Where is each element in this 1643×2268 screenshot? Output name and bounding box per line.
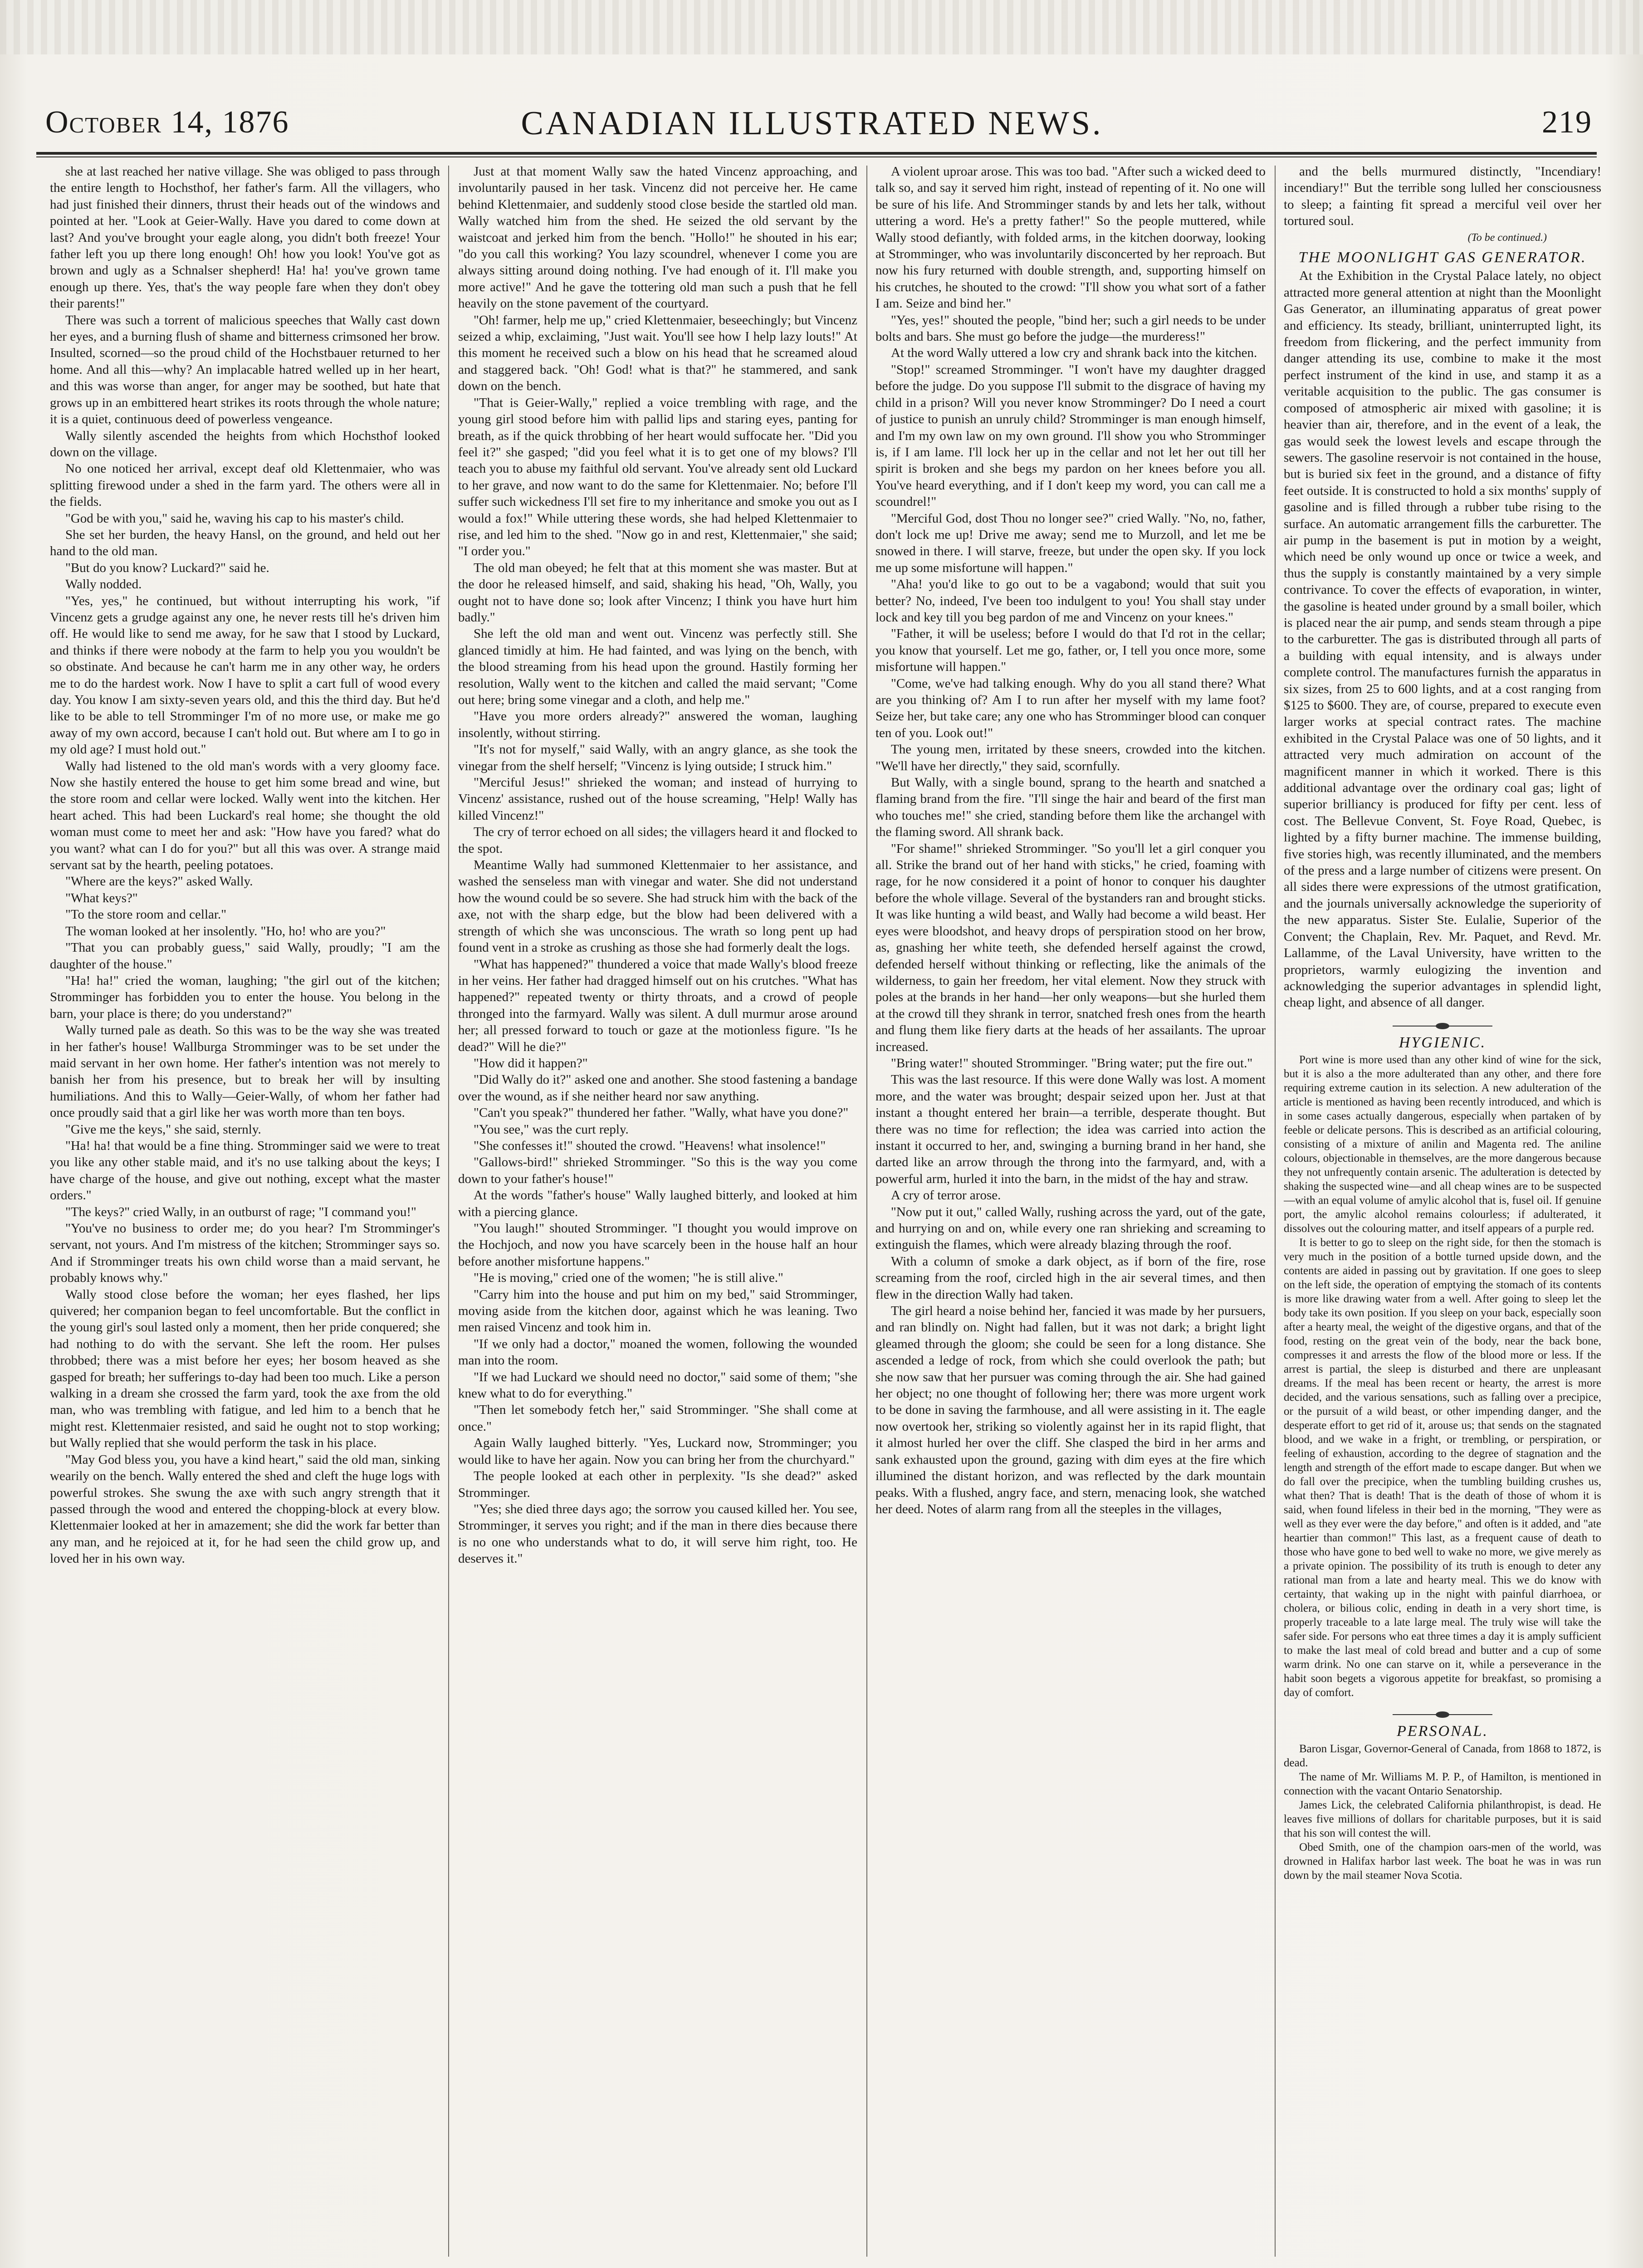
story-paragraph: "Give me the keys," she said, sternly. <box>65 1122 261 1137</box>
section-ornament <box>1393 1711 1492 1718</box>
torn-top-edge <box>0 0 1643 54</box>
story-paragraph: The girl heard a noise behind her, fancied it was made by her pursuers, and ran blindly on. Night had fallen, but it was not dark; a bright light gleamed through the gloom; she could be seen for a long distance. She ascended a ledge of rock, from which she could overlook the path; but she now saw that her pursuer was coming through the air. She had gained her object; no one thought of following her; there was more urgent work to be done in saving the farmhouse, and all were assisting in it. The eagle now overtook her, striking so violently against her in its rapid flight, that it almost hurled her over the cliff. She clasped the bird in her arms and sank exhausted upon the ground, gazing with dim eyes at the fire which illumined the distant horizon, and was reflected by the dark mountain peaks. With a flushed, angry face, and stern, menacing look, she watched her deed. Notes of alarm rang from all the steeples in the villages, <box>875 1304 1266 1516</box>
story-paragraph: Wally had listened to the old man's words with a very gloomy face. Now she hastily entered the house to get him some bread and wine, but the store room and cellar were locked. Wally went into the kitchen. Her heart ached. This had been Luckard's real home; she thought the old woman must come to meet her and ask: "How have you fared? what do you want? what can I do for you?" but all this was over. A strange maid servant sat by the hearth, peeling potatoes. <box>50 758 440 873</box>
story-paragraph: She left the old man and went out. Vincenz was perfectly still. She glanced timidly at him. He had fainted, and was lying on the bench, with the blood streaming from his head upon the ground. Hastily forming her resolution, Wally went to the kitchen and called the maid servant; "Come out here; bring some vinegar and a cloth, and help me." <box>458 626 857 707</box>
story-paragraph: "You see," was the curt reply. <box>474 1122 629 1137</box>
story-paragraph: "Now put it out," called Wally, rushing across the yard, out of the gate, and hurrying on and on, while every one ran shrieking and screaming to extinguish the flames, which were already blazing through the roof. <box>875 1204 1266 1252</box>
story-paragraph: "If we only had a doctor," moaned the women, following the wounded man into the room. <box>458 1336 857 1368</box>
column-divider <box>1275 166 1276 2257</box>
story-paragraph: "Merciful Jesus!" shrieked the woman; and instead of hurrying to Vincenz' assistance, rushed out of the house screaming, "Help! Wally has killed Vincenz!" <box>458 775 857 823</box>
hygienic-paragraph: It is better to go to sleep on the right side, for then the stomach is very much in the position of a bottle turned upside down, and the contents are aided in passing out by gravitation. If one goes to sleep on the left side, the operation of emptying the stomach of its contents is more like drawing water from a well. After going to sleep let the body take its own position. If you sleep on your back, especially soon after a hearty meal, the weight of the digestive organs, and that of the food, resting on the great vein of the body, near the back bone, compresses it and arrests the flow of the blood more or less. If the arrest is partial, the sleep is disturbed and there are unpleasant dreams. If the meal has been recent or hearty, the arrest is more decided, and the various sensations, such as falling over a precipice, or the pursuit of a wild beast, or other impending danger, and the desperate effort to get rid of it, arouse us; that sends on the stagnated blood, and we wake in a fright, or trembling, or perspiration, or feeling of exhaustion, according to the degree of stagnation and the length and strength of the effort made to escape danger. But when we do fall over the precipice, when the tumbling building crushes us, what then? That is death! That is the death of those of whom it is said, when found lifeless in their bed in the morning, "They were as well as they ever were the day before," and often is it added, and "ate heartier than common!" This last, as a frequent cause of death to those who have gone to bed well to wake no more, we give merely as a private opinion. The possibility of its truth is enough to deter any rational man from a late and hearty meal. This we do know with certainty, that waking up in the night with painful diarrhoea, or cholera, or bilious colic, ending in death in a very short time, is properly traceable to a late large meal. The truly wise will take the safer side. For persons who eat three times a day it is amply sufficient to make the last meal of cold bread and butter and a cup of some warm drink. No one can starve on it, while a perseverance in the habit soon begets a vigorous appetite for breakfast, so promising a day of comfort. <box>1284 1237 1601 1699</box>
story-paragraph: She set her burden, the heavy Hansl, on the ground, and held out her hand to the old man. <box>50 527 440 559</box>
story-paragraph: Wally silently ascended the heights from which Hochsthof looked down on the village. <box>50 428 440 459</box>
story-paragraph: The young men, irritated by these sneers, crowded into the kitchen. "We'll have her directly," they said, scornfully. <box>875 742 1266 773</box>
story-paragraph: But Wally, with a single bound, sprang to the hearth and snatched a flaming brand from the fire. "I'll singe the hair and beard of the first man who touches me!" she cried, standing before them like the archangel with the flaming sword. All shrank back. <box>875 775 1266 840</box>
story-paragraph: "He is moving," cried one of the women; "he is still alive." <box>474 1271 783 1286</box>
story-paragraph: "Can't you speak?" thundered her father. "Wally, what have you done?" <box>474 1105 849 1120</box>
personal-heading: PERSONAL. <box>1397 1723 1488 1740</box>
story-paragraph: "Yes, yes!" shouted the people, "bind her; such a girl needs to be under bolts and bars. She must go before the judge—the murderess!" <box>875 313 1266 344</box>
personal-item: Baron Lisgar, Governor-General of Canada, from 1868 to 1872, is dead. <box>1284 1742 1601 1769</box>
newspaper-title: CANADIAN ILLUSTRATED NEWS. <box>521 105 1103 142</box>
story-paragraph: "Stop!" screamed Stromminger. "I won't have my daughter dragged before the judge. Do you suppose I'll submit to the disgrace of having my child in a prison? Will you never know Stromminger? Do I need a court of justice to punish an unruly child? Stromminger is man enough himself, and I'm my own law on my own ground. I'll show you who Stromminger is, if I am lame. I'll lock her up in the cellar and not let her out till her spirit is broken and she begs my pardon on her knees before you all. You've heard everything, and if I don't keep my word, you can call me a scoundrel!" <box>875 362 1266 509</box>
story-paragraph: "Yes, yes," he continued, but without interrupting his work, "if Vincenz gets a grudge against any one, he never rests till he's driven him off. He would like to send me away, for he saw that I stood by Luckard, and thinks if there were nobody at the farm to help you you wouldn't be so obstinate. And because he can't harm me in any other way, he orders me to do the hardest work. Now I have to split a cart full of wood every day. You know I am sixty-seven years old, and this the third day. But he'd like to be able to tell Stromminger I'm of no more use, or make me go away of my own accord, because I can't hold out. But where am I to go in my old age? I must hold out." <box>50 593 440 757</box>
story-paragraph: The people looked at each other in perplexity. "Is she dead?" asked Stromminger. <box>458 1469 857 1500</box>
hygienic-heading: HYGIENIC. <box>1399 1034 1487 1051</box>
story-paragraph: "If we had Luckard we should need no doctor," said some of them; "she knew what to do for everything." <box>458 1369 857 1401</box>
personal-article <box>1284 1742 1601 1882</box>
story-paragraph: "Then let somebody fetch her," said Stromminger. "She shall come at once." <box>458 1403 857 1434</box>
story-paragraph: "Ha! ha! that would be a fine thing. Stromminger said we were to treat you like any other stable maid, and it's no use talking about the keys; I have charge of the house, and give out nothing, except what the master orders." <box>50 1138 440 1203</box>
story-paragraph: "Aha! you'd like to go out to be a vagabond; would that suit you better? No, indeed, I've been too indulgent to you! You shall stay under lock and key till you beg pardon of me and Vincenz on your knees." <box>875 577 1266 625</box>
story-paragraph: "How did it happen?" <box>474 1056 588 1070</box>
column-1 <box>50 163 440 2259</box>
story-paragraph: No one noticed her arrival, except deaf old Klettenmaier, who was splitting firewood under a shed in the farm yard. The others were all in the fields. <box>50 461 440 509</box>
story-paragraph: "Come, we've had talking enough. Why do you all stand there? What are you thinking of? Am I to run after her myself with my lame foot? Seize her, but take care; any one who has Stromminger blood can conquer ten of you. Look out!" <box>875 676 1266 740</box>
issue-date: October 14, 1876 <box>45 105 289 140</box>
story-paragraph: "But do you know? Luckard?" said he. <box>65 560 269 575</box>
story-paragraph: "It's not for myself," said Wally, with an angry glance, as she took the vinegar from the shelf herself; "Vincenz is lying outside; I struck him." <box>458 742 857 773</box>
story-paragraph: "She confesses it!" shouted the crowd. "Heavens! what insolence!" <box>474 1138 826 1153</box>
story-paragraph: "That you can probably guess," said Wally, proudly; "I am the daughter of the house." <box>50 940 440 972</box>
story-paragraph: "What keys?" <box>65 890 138 905</box>
story-paragraph: Meantime Wally had summoned Klettenmaier to her assistance, and washed the senseless man with vinegar and water. She did not understand how the wound could be so severe. She had struck him with the back of the axe, not with the sharp edge, but the blow had been delivered with a strength of which she was unconscious. The wrath so long pent up had found vent in a stroke as crushing as those she had formerly dealt the logs. <box>458 858 857 955</box>
story-ending: and the bells murmured distinctly, "Incendiary! incendiary!" But the terrible song lulled her consciousness to sleep; a fainting fit spread a merciful veil over her tortured soul. <box>1284 164 1601 229</box>
moonlight-gas-heading: THE MOONLIGHT GAS GENERATOR. <box>1298 249 1587 266</box>
header-rule <box>36 152 1597 155</box>
personal-item: The name of Mr. Williams M. P. P., of Hamilton, is mentioned in connection with the vacant Ontario Senatorship. <box>1284 1770 1601 1797</box>
story-paragraph: "What has happened?" thundered a voice that made Wally's blood freeze in her veins. Her father had dragged himself out on his crutches. "What has happened?" repeated twenty or thirty throats, and a crowd of people thronged into the farmyard. Wally was silent. A dull murmur arose around her; all pressed forward to touch or gaze at the motionless figure. "Is he dead?" Will he die?" <box>458 957 857 1054</box>
hygienic-paragraph: Port wine is more used than any other kind of wine for the sick, but it is also a the more adulterated than any other, and there fore requiring extreme caution in its selection. A new adulteration of the article is mentioned as having been recently introduced, and which is in some cases actually dangerous, especially when partaken of by feeble or delicate persons. This is described as an artificial colouring, consisting of a mixture of anilin and Magenta red. The aniline colours, objectionable in themselves, are the more dangerous because they not unfrequently contain arsenic. The adulteration is detected by shaking the suspected wine—and all cheap wines are to be suspected—with an equal volume of amylic alcohol that is, fusel oil. If genuine port, the amylic alcohol remains colourless; if adulterated, it dissolves out the colouring matter, and itself appears of a purple red. <box>1284 1054 1601 1235</box>
story-paragraph: "That is Geier-Wally," replied a voice trembling with rage, and the young girl stood before him with pallid lips and staring eyes, panting for breath, as if the quick throbbing of her heart would suffocate her. "Did you feel it?" she gasped; "did you feel what it is to get one of my blows? I'll teach you to abuse my faithful old servant. You've already sent old Luckard to her grave, and now want to do the same for Klettenmaier. No; before I'll suffer such wickedness I'll set fire to my inheritance and smoke you out as I would a fox!" While uttering these words, she had helped Klettenmaier to rise, and led him to the shed. "Now go in and rest, Klettenmaier," she said; "I order you." <box>458 395 857 559</box>
moonlight-gas-article: At the Exhibition in the Crystal Palace lately, no object attracted more general attention at night than the Moonlight Gas Generator, an illuminating apparatus of great power and efficiency. Its steady, brilliant, uninterrupted light, its freedom from flickering, and the perfect immunity from danger attending its use, combine to make it the most perfect instrument of the kind in use, and stamp it as a veritable acquisition to the public. The gas consumer is composed of atmospheric air mixed with gasoline; it is heavier than air, therefore, and in the event of a leak, the gas would seek the lowest levels and escape through the sewers. The gasoline reservoir is not contained in the house, but is buried six feet in the ground, and a distance of fifty feet outside. It is constructed to hold a six months' supply of gasoline and is filled through a rubber tube rising to the surface. An automatic arrangement fills the carburetter. The air pump in the basement is put in motion by a weight, which need be only wound up once or twice a week, and thus the supply is constantly maintained by a very simple contrivance. To cover the effects of evaporation, in winter, the gasoline is heated under ground by a small boiler, which is placed near the air pump, and sends steam through a pipe to the carburetter. The gas is distributed through all parts of a building with equal intensity, and is always under complete control. The manufactures furnish the apparatus in six sizes, from 25 to 600 lights, and at a cost ranging from $125 to $600. They are, of course, prepared to execute even larger works at special contract rates. The machine exhibited in the Crystal Palace was one of 50 lights, and it attracted very much admiration on account of the magnificent manner in which it worked. There is this additional advantage over the ordinary coal gas; light of superior brilliancy is produced for fifty per cent. less of cost. The Bellevue Convent, St. Foye Road, Quebec, is lighted by a fifty burner machine. The immense building, five stories high, was recently illuminated, and the members of the press and a large number of citizens were present. On all sides there were expressions of the utmost gratification, and the journals universally acknowledge the superiority of the new apparatus. Sister Ste. Eulalie, Superior of the Convent; the Chaplain, Rev. Mr. Paquet, and Revd. Mr. Lallamme, of the Laval University, have written to the proprietors, warmly eulogizing the invention and acknowledging the superior advantages in splendid light, cheap light, and absence of all danger. <box>1284 269 1601 1010</box>
header-rule-thin <box>36 156 1597 157</box>
column-4 <box>1284 163 1601 2259</box>
story-paragraph: "Carry him into the house and put him on my bed," said Stromminger, moving aside from the kitchen door, against which he was leaning. Two men raised Vincenz and took him in. <box>458 1287 857 1335</box>
story-paragraph: "Ha! ha!" cried the woman, laughing; "the girl out of the kitchen; Stromminger has forbidden you to enter the house. You belong in the barn, your place is there; do you understand?" <box>50 973 440 1021</box>
story-paragraph: Wally nodded. <box>65 577 142 592</box>
story-paragraph: Again Wally laughed bitterly. "Yes, Luckard now, Stromminger; you would like to have her again. Now you can bring her from the churchyard." <box>458 1436 857 1467</box>
story-paragraph: "Gallows-bird!" shrieked Stromminger. "So this is the way you come down to your father's house!" <box>458 1155 857 1186</box>
story-paragraph: Wally stood close before the woman; her eyes flashed, her lips quivered; her companion began to feel uncomfortable. But the conflict in the young girl's soul lasted only a moment, then her pride conquered; she had nothing to do with the servant. She left the room. Her pulses throbbed; there was a mist before her eyes; her bosom heaved as she gasped for breath; her sufferings to-day had been too much. Like a person walking in a dream she crossed the farm yard, took the axe from the old man, who was trembling with fatigue, and led him to a bench that he might rest. Klettenmaier resisted, and said he ought not to stop working; but Wally replied that she would perform the task in his place. <box>50 1287 440 1451</box>
story-paragraph: At the words "father's house" Wally laughed bitterly, and looked at him with a piercing glance. <box>458 1188 857 1219</box>
story-paragraph: There was such a torrent of malicious speeches that Wally cast down her eyes, and a burning flush of shame and bitterness crimsoned her brow. Insulted, scorned—so the proud child of the Hochstbauer returned to her home. And all this—why? An implacable hatred welled up in her heart, and this was worse than anger, for anger may be soothed, but hate that grows up in an embittered heart strikes its roots through the whole nature; it is a quiet, continuous deed of powerless vengeance. <box>50 313 440 427</box>
story-paragraph: "For shame!" shrieked Stromminger. "So you'll let a girl conquer you all. Strike the brand out of her hand with sticks," he cried, foaming with rage, for he now considered it a point of honor to conquer his daughter before the whole village. Several of the bystanders ran and brought sticks. It was like hunting a wild beast, and Wally had become a wild beast. Her eyes were bloodshot, and heavy drops of perspiration stood on her brow, as, gnashing her white teeth, she defended herself against the crowd, defended herself without thinking or reflecting, like the animals of the wilderness, to gain her freedom, her vital element. Now they struck with poles at the brands in her hand—her only weapons—but she hurled them at the crowd till they shrank in terror, snatched fresh ones from the hearth and flung them like fiery darts at the heads of her assailants. The uproar increased. <box>875 841 1266 1054</box>
story-paragraph: "Have you more orders already?" answered the woman, laughing insolently, without stirring. <box>458 709 857 740</box>
section-ornament <box>1393 1023 1492 1029</box>
story-paragraph: At the word Wally uttered a low cry and shrank back into the kitchen. <box>891 346 1257 361</box>
story-paragraph: A violent uproar arose. This was too bad. "After such a wicked deed to talk so, and say it served him right, instead of repenting of it. No one will be sure of his life. And Stromminger stands by and lets her talk, without uttering a word. He's a pretty father!" So the people muttered, while Wally stood defiantly, with folded arms, in the kitchen doorway, looking at Stromminger, who was involuntarily disconcerted by her reproach. But now his fury returned with double strength, and, supporting himself on his crutches, he shouted to the crowd: "I'll show you what sort of a father I am. Seize and bind her." <box>875 164 1266 311</box>
story-paragraph: "Where are the keys?" asked Wally. <box>65 874 253 889</box>
story-paragraph: "The keys?" cried Wally, in an outburst of rage; "I command you!" <box>65 1204 416 1219</box>
story-paragraph: The cry of terror echoed on all sides; the villagers heard it and flocked to the spot. <box>458 825 857 856</box>
column-divider <box>866 166 867 2257</box>
page-header <box>14 86 1610 154</box>
story-paragraph: "You've no business to order me; do you hear? I'm Stromminger's servant, not yours. And I'm mistress of the kitchen; Stromminger says so. And if Stromminger treats his own child worse than a maid servant, he probably knows why." <box>50 1221 440 1286</box>
page-number: 219 <box>1542 105 1592 140</box>
story-paragraph: "You laugh!" shouted Stromminger. "I thought you would improve on the Hochjoch, and now you have scarcely been in the house half an hour before another misfortune happens." <box>458 1221 857 1269</box>
story-paragraph: The old man obeyed; he felt that at this moment she was master. But at the door he released himself, and said, shaking his head, "Oh, Wally, you ought not to have done so; look after Vincenz; I think you have hurt him badly." <box>458 560 857 625</box>
column-3 <box>875 163 1266 2259</box>
story-paragraph: "May God bless you, you have a kind heart," said the old man, sinking wearily on the bench. Wally entered the shed and cleft the huge logs with powerful strokes. She swung the axe with such angry strength that it passed through the wood and entered the chopping-block at every blow. Klettenmaier looked at her in amazement; she did the work far better than any man, and he rejoiced at it, for he had seen the child grow up, and loved her in his own way. <box>50 1452 440 1566</box>
story-paragraph: "Bring water!" shouted Stromminger. "Bring water; put the fire out." <box>891 1056 1253 1070</box>
story-paragraph: "Did Wally do it?" asked one and another. She stood fastening a bandage over the wound, as if she neither heard nor saw anything. <box>458 1072 857 1104</box>
story-paragraph: "Oh! farmer, help me up," cried Klettenmaier, beseechingly; but Vincenz seized a whip, exclaiming, "Just wait. You'll see how I help lazy louts!" At this moment he received such a blow on his head that he screamed aloud and staggered back. "Oh! God! what is that?" he stammered, and sank down on the bench. <box>458 313 857 394</box>
story-paragraph: Just at that moment Wally saw the hated Vincenz approaching, and involuntarily paused in her task. Vincenz did not perceive her. He came behind Klettenmaier, and suddenly stood close beside the startled old man. Wally watched him from the shed. He seized the old servant by the waistcoat and jerked him from the bench. "Hollo!" he shouted in his ear; "do you call this working? You lazy scoundrel, whenever I come you are always sitting around doing nothing. I've had enough of it. I'll make you more active!" And he gave the tottering old man such a push that he fell heavily on the stone pavement of the courtyard. <box>458 164 857 311</box>
story-paragraph: "To the store room and cellar." <box>65 907 227 922</box>
story-paragraph: she at last reached her native village. She was obliged to pass through the entire length to Hochsthof, her father's farm. All the villagers, who had just finished their dinners, thrust their heads out of the windows and pointed at her. "Look at Geier-Wally. Have you dared to come down at last? And you've brought your eagle along, you didn't both freeze! Your father left you up there long enough! Oh! how you look! You've got as brown and ugly as a Schnalser shepherd! Ha! ha! you've grown tame enough up there. Yes, that's the way people fare when they don't obey their parents!" <box>50 164 440 311</box>
personal-item: James Lick, the celebrated California philanthropist, is dead. He leaves five millions of dollars for charitable purposes, but it is said that his son will contest the will. <box>1284 1799 1601 1839</box>
personal-item: Obed Smith, one of the champion oars-men of the world, was drowned in Halifax harbor last week. The boat he was in was run down by the mail steamer Nova Scotia. <box>1284 1841 1601 1882</box>
to-be-continued: (To be continued.) <box>1467 231 1547 244</box>
story-paragraph: A cry of terror arose. <box>891 1188 1001 1203</box>
column-divider <box>448 166 449 2257</box>
story-paragraph: The woman looked at her insolently. "Ho, ho! who are you?" <box>65 924 386 938</box>
column-2 <box>458 163 857 2259</box>
story-paragraph: "God be with you," said he, waving his cap to his master's child. <box>65 511 404 526</box>
story-paragraph: With a column of smoke a dark object, as if born of the fire, rose screaming from the roof, circled high in the air several times, and then flew in the direction Wally had taken. <box>875 1254 1266 1302</box>
story-paragraph: This was the last resource. If this were done Wally was lost. A moment more, and the water was brought; despair seized upon her. Just at that instant a thought entered her brain—a terrible, desperate thought. But there was no time for reflection; the idea was carried into action the instant it occurred to her, and, swinging a burning brand in her hand, she darted like an arrow through the throng into the farmyard, and, with a powerful arm, hurled it into the barn, in the midst of the hay and straw. <box>875 1072 1266 1186</box>
story-paragraph: "Yes; she died three days ago; the sorrow you caused killed her. You see, Stromminger, it serves you right; and if the man in there dies because there is no one who understands what to do, it will serve him right, too. He deserves it." <box>458 1501 857 1566</box>
hygienic-article <box>1284 1053 1601 1700</box>
story-paragraph: "Merciful God, dost Thou no longer see?" cried Wally. "No, no, father, don't lock me up! Drive me away; send me to Murzoll, and let me be snowed in there. I will starve, freeze, but under the open sky. If you lock me up some misfortune will happen." <box>875 511 1266 575</box>
story-paragraph: "Father, it will be useless; before I would do that I'd rot in the cellar; you know that yourself. Let me go, father, or, I tell you once more, some misfortune will happen." <box>875 626 1266 675</box>
story-paragraph: Wally turned pale as death. So this was to be the way she was treated in her father's house! Wallburga Stromminger was to be set under the maid servant in her own home. Her father's intention was not merely to banish her from his presence, but to break her will by insulting humiliations. And this to Wally—Geier-Wally, of whom her father had once proudly said that a girl like her was worth more than ten boys. <box>50 1023 440 1120</box>
